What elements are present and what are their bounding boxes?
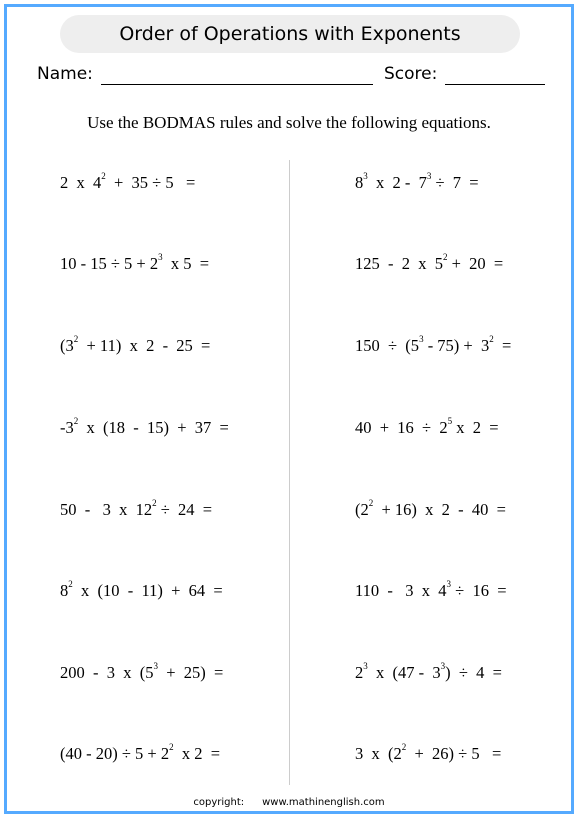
exponent: 3 [158,252,163,262]
exponent: 2 [68,579,73,589]
equation-text: x (18 - 15) + 37 = [78,418,229,437]
equation-text: x (47 - 3 [367,663,441,682]
equation-text: + 11) x 2 - 25 = [78,336,211,355]
exponent: 3 [426,171,432,181]
exponent: 2 [73,416,79,426]
equation-text: (40 - 20) ÷ 5 + 2 [60,744,170,763]
exponent: 2 [169,742,174,752]
equation-text: x 5 = [162,254,210,273]
name-score-row [37,64,547,90]
equation-text: + 26) ÷ 5 = [406,744,502,763]
exponent: 3 [419,334,424,344]
equation-text: 8 [355,173,364,192]
equation-left-4 [60,418,229,438]
equation-text: ÷ 16 = [451,581,507,600]
equation-text: 200 - 3 x (5 [60,663,154,682]
equation-left-7 [60,663,223,683]
equation-text: = [493,336,512,355]
footer [7,797,571,808]
equation-text: - 75) + 3 [423,336,490,355]
equation-text: ÷ 24 = [156,500,213,519]
equation-left-5 [60,500,212,520]
equation-text: 110 - 3 x 4 [355,581,447,600]
exponent: 2 [489,334,494,344]
exponent: 3 [153,661,158,671]
score-label: Score: [384,64,438,84]
exponent: 2 [152,498,157,508]
equation-text: x (10 - 11) + 64 = [72,581,223,600]
column-divider [289,160,290,785]
equation-text: 2 x 4 [60,173,102,192]
equation-text: 2 [355,663,364,682]
copyright-label: copyright: [193,797,245,808]
equation-text: (2 [355,500,369,519]
exponent: 2 [401,742,407,752]
score-line[interactable] [445,84,545,85]
exponent: 3 [440,661,446,671]
worksheet-title: Order of Operations with Exponents [119,23,461,45]
equation-right-1 [355,173,479,193]
exponent: 2 [443,252,448,262]
exponent: 3 [363,661,368,671]
equation-text: ) ÷ 4 = [445,663,502,682]
equation-right-7 [355,663,502,683]
exponent: 2 [73,334,79,344]
equation-text: 150 ÷ (5 [355,336,420,355]
instructions: Use the BODMAS rules and solve the following equations. [87,113,491,132]
exponent: 3 [363,171,368,181]
equation-text: + 20 = [447,254,504,273]
exponent: 2 [368,498,374,508]
equation-text: ÷ 7 = [431,173,479,192]
equation-right-4 [355,418,499,438]
worksheet-title-box [60,15,520,53]
equation-right-3 [355,336,511,356]
equation-text: (3 [60,336,74,355]
name-line[interactable] [101,84,373,85]
website-link[interactable]: www.mathinenglish.com [262,797,385,808]
exponent: 3 [446,579,452,589]
equation-text: + 25) = [158,663,224,682]
equation-right-2 [355,254,503,274]
equation-left-1 [60,173,195,193]
name-label: Name: [37,64,93,84]
worksheet-page [4,4,574,814]
equation-left-6 [60,581,223,601]
equation-text: 8 [60,581,69,600]
equation-left-8 [60,744,220,764]
equation-text: + 35 ÷ 5 = [105,173,196,192]
equation-right-6 [355,581,507,601]
equation-text: x 2 = [452,418,499,437]
equation-right-8 [355,744,501,764]
equation-text: -3 [60,418,74,437]
equation-left-3 [60,336,210,356]
equation-right-5 [355,500,506,520]
equation-text: 125 - 2 x 5 [355,254,443,273]
equation-text: + 16) x 2 - 40 = [373,500,506,519]
equation-text: 50 - 3 x 12 [60,500,153,519]
exponent: 5 [447,416,453,426]
exponent: 2 [101,171,106,181]
equation-text: x 2 = [173,744,221,763]
equation-text: 10 - 15 ÷ 5 + 2 [60,254,159,273]
equation-text: x 2 - 7 [367,173,427,192]
equation-left-2 [60,254,209,274]
equation-text: 3 x (2 [355,744,402,763]
equation-text: 40 + 16 ÷ 2 [355,418,448,437]
